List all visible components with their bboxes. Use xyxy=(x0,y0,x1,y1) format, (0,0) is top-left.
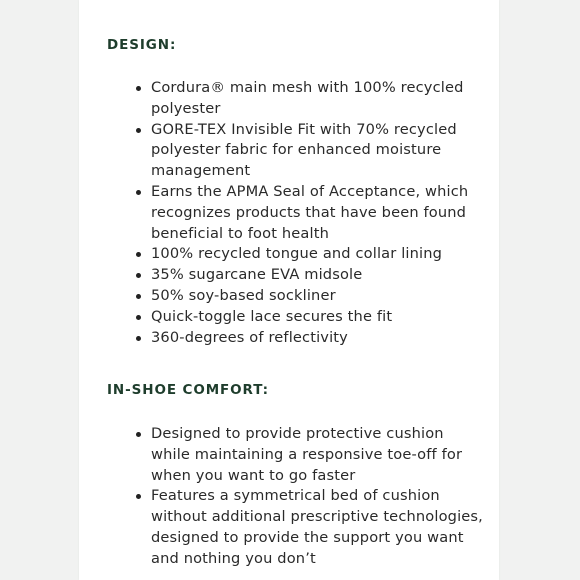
comfort-feature-item: Features a symmetrical bed of cushion without additional prescriptive technologies, designed to provide the support you want and nothing you don’t xyxy=(151,486,486,569)
design-feature-item: GORE-TEX Invisible Fit with 70% recycled polyester fabric for enhanced moisture management xyxy=(151,120,486,182)
design-feature-item: 360-degrees of reflectivity xyxy=(151,328,486,349)
design-feature-item: Quick-toggle lace secures the fit xyxy=(151,307,486,328)
design-feature-item: Cordura® main mesh with 100% recycled polyester xyxy=(151,78,486,120)
product-details-panel xyxy=(79,0,499,580)
design-feature-item: Earns the APMA Seal of Acceptance, which recognizes products that have been found beneficial to foot health xyxy=(151,182,486,244)
comfort-feature-item: Designed to provide protective cushion while maintaining a responsive toe-off for when you want to go faster xyxy=(151,424,486,486)
design-feature-item: 100% recycled tongue and collar lining xyxy=(151,244,486,265)
comfort-feature-list xyxy=(151,424,486,570)
design-feature-item: 50% soy-based sockliner xyxy=(151,286,486,307)
design-feature-list xyxy=(151,78,486,348)
design-section-heading: DESIGN: xyxy=(107,37,177,53)
comfort-section-heading: IN-SHOE COMFORT: xyxy=(107,382,269,398)
design-feature-item: 35% sugarcane EVA midsole xyxy=(151,265,486,286)
